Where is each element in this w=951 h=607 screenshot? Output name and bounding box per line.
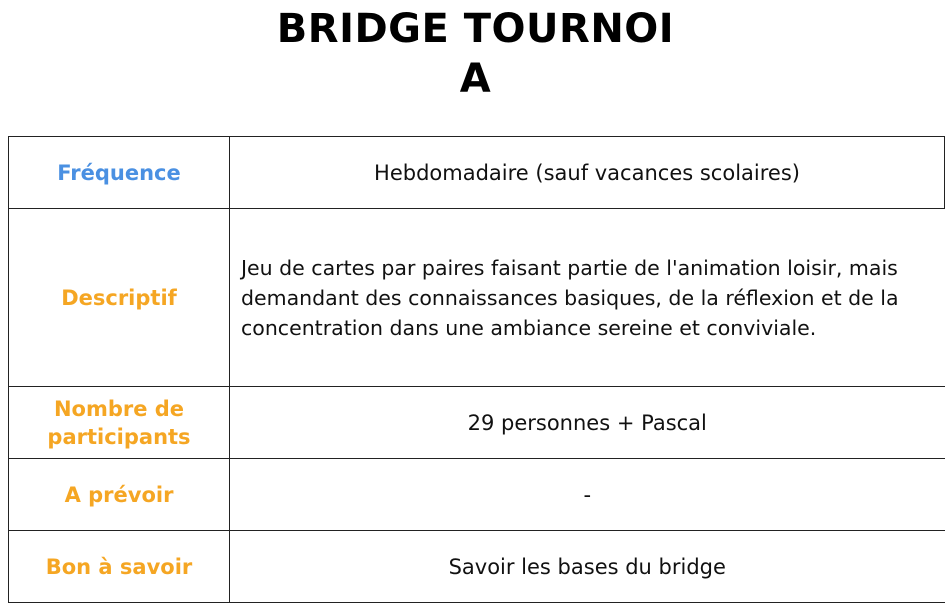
row-value-bon-a-savoir: Savoir les bases du bridge	[230, 531, 945, 603]
row-label-frequence: Fréquence	[9, 137, 230, 209]
table-row-descriptif	[9, 209, 945, 387]
row-value-frequence: Hebdomadaire (sauf vacances scolaires)	[230, 137, 945, 209]
row-value-descriptif: Jeu de cartes par paires faisant partie de l'animation loisir, mais demandant des connaissances basiques, de la réflexion et de la concentration dans une ambiance sereine et conviviale.	[230, 209, 945, 387]
page-title	[0, 4, 951, 104]
title-line-2: A	[459, 56, 492, 102]
row-label-bon-a-savoir: Bon à savoir	[9, 531, 230, 603]
table-row-a-prevoir	[9, 459, 945, 531]
row-label-nombre-participants: Nombre de participants	[9, 387, 230, 459]
info-table	[8, 136, 945, 603]
row-label-descriptif: Descriptif	[9, 209, 230, 387]
table-row-frequence	[9, 137, 945, 209]
title-line-1: BRIDGE TOURNOI	[276, 6, 675, 52]
row-value-a-prevoir: -	[230, 459, 945, 531]
table-row-bon-a-savoir	[9, 531, 945, 603]
row-value-nombre-participants: 29 personnes + Pascal	[230, 387, 945, 459]
table-row-nombre-participants	[9, 387, 945, 459]
row-label-a-prevoir: A prévoir	[9, 459, 230, 531]
